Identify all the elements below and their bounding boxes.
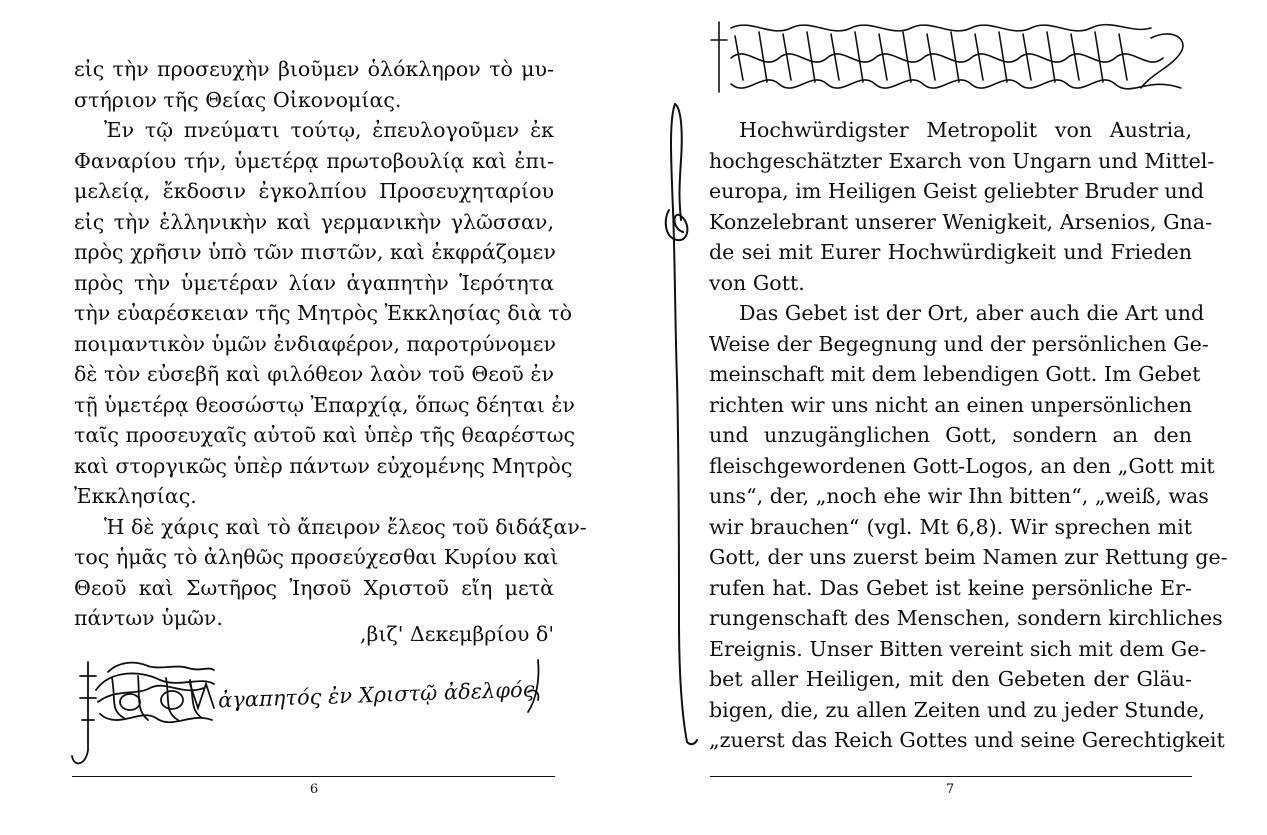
text-line: ποιμαντικὸν ὑμῶν ἐνδιαφέρον, παροτρύνομεν bbox=[74, 331, 556, 356]
signature-text: ἀγαπητός ἐν Χριστῷ ἀδελφός bbox=[217, 677, 535, 713]
paragraph bbox=[709, 115, 1215, 298]
text-line: de sei mit Eurer Hochwürdigkeit und Frieden bbox=[709, 240, 1192, 264]
text-line: „zuerst das Reich Gottes und seine Gerechtigkeit bbox=[709, 728, 1225, 752]
text-line: wir brauchen“ (vgl. Mt 6,8). Wir sprechen mit bbox=[709, 514, 1192, 539]
text-line: bet aller Heiligen, mit den Gebeten der Gläu- bbox=[709, 667, 1192, 691]
page-number: 6 bbox=[309, 782, 319, 797]
text-line: στήριον τῆς Θείας Οἰκονομίας. bbox=[74, 87, 402, 112]
text-line: bigen, die, zu allen Zeiten und zu jeder Stunde, bbox=[709, 697, 1206, 722]
text-line: εἰς τὴν ἑλληνικὴν καὶ γερμανικὴν γλῶσσαν, bbox=[74, 209, 554, 234]
text-line: Ἡ δὲ χάρις καὶ τὸ ἄπειρον ἔλεος τοῦ διδάξαν- bbox=[104, 514, 587, 539]
text-line: Φαναρίου τήν, ὑμετέρᾳ πρωτοβουλίᾳ καὶ ἐπι- bbox=[74, 148, 554, 173]
paragraph bbox=[709, 298, 1228, 756]
text-line: Gott, der uns zuerst beim Namen zur Rettung ge- bbox=[709, 545, 1228, 569]
text-line: πάντων ὑμῶν. bbox=[74, 606, 223, 630]
date-line: ,βιζ' Δεκεμβρίου δ' bbox=[360, 622, 554, 646]
text-line: ταῖς προσευχαῖς αὐτοῦ καὶ ὑπὲρ τῆς θεαρέστως bbox=[74, 423, 576, 447]
text-line: Ἐκκλησίας. bbox=[74, 484, 197, 508]
text-line: Das Gebet ist der Ort, aber auch die Art und bbox=[739, 301, 1205, 325]
text-line: fleischgewordenen Gott-Logos, an den „Gott mit bbox=[709, 453, 1215, 478]
margin-flourish bbox=[661, 100, 701, 750]
text-line: Ereignis. Unser Bitten vereint sich mit dem Ge- bbox=[709, 636, 1207, 661]
text-line: εἰς τὴν προσευχὴν βιοῦμεν ὁλόκληρον τὸ μυ- bbox=[74, 57, 554, 81]
text-line: Konzelebrant unserer Wenigkeit, Arsenios, Gna- bbox=[709, 209, 1213, 234]
paragraph bbox=[74, 115, 576, 512]
text-line: καὶ στοργικῶς ὑπὲρ πάντων εὐχομένης Μητρὸς bbox=[74, 453, 573, 478]
text-line: von Gott. bbox=[709, 270, 805, 295]
paragraph bbox=[74, 54, 554, 115]
text-line: Θεοῦ καὶ Σωτῆρος Ἰησοῦ Χριστοῦ εἴη μετὰ bbox=[74, 575, 554, 600]
text-line: uns“, der, „noch ehe wir Ihn bitten“, „weiß, was bbox=[709, 484, 1209, 508]
text-line: τὴν εὐαρέσκειαν τῆς Μητρὸς Ἐκκλησίας διὰ τὸ bbox=[74, 301, 573, 325]
text-line: europa, im Heiligen Geist geliebter Bruder und bbox=[709, 179, 1205, 203]
left-page bbox=[0, 0, 633, 835]
text-line: Ἐν τῷ πνεύματι τούτῳ, ἐπευλογοῦμεν ἐκ bbox=[104, 118, 554, 142]
ornamental-header bbox=[711, 18, 1191, 98]
text-line: hochgeschätzter Exarch von Ungarn und Mittel- bbox=[709, 148, 1215, 173]
text-line: Hochwürdigster Metropolit von Austria, bbox=[739, 118, 1192, 142]
text-line: πρὸς χρῆσιν ὑπὸ τῶν πιστῶν, καὶ ἐκφράζομεν bbox=[74, 240, 556, 264]
text-line: und unzugänglichen Gott, sondern an den bbox=[709, 423, 1192, 447]
text-line: τῇ ὑμετέρᾳ θεοσώστῳ Ἐπαρχίᾳ, ὅπως δέηται ἐν bbox=[74, 392, 575, 417]
footer-rule bbox=[710, 776, 1192, 777]
text-line: τος ἡμᾶς τὸ ἀληθῶς προσεύχεσθαι Κυρίου καὶ bbox=[74, 545, 559, 569]
text-line: δὲ τὸν εὐσεβῆ καὶ φιλόθεον λαὸν τοῦ Θεοῦ ἐν bbox=[74, 362, 554, 386]
text-line: richten wir uns nicht an einen unpersönlichen bbox=[709, 392, 1192, 417]
right-page bbox=[633, 0, 1267, 835]
text-line: Weise der Begegnung und der persönlichen Ge- bbox=[709, 331, 1209, 356]
text-line: rungenschaft des Menschen, sondern kirchliches bbox=[709, 606, 1223, 630]
page-number: 7 bbox=[945, 782, 955, 797]
text-line: rufen hat. Das Gebet ist keine persönliche Er- bbox=[709, 575, 1192, 600]
text-line: meinschaft mit dem lebendigen Gott. Im Gebet bbox=[709, 362, 1201, 386]
text-line: πρὸς τὴν ὑμετέραν λίαν ἀγαπητὴν Ἱερότητα bbox=[74, 270, 554, 295]
greek-letter-text bbox=[74, 54, 587, 634]
text-line: μελείᾳ, ἔκδοσιν ἐγκολπίου Προσευχηταρίου bbox=[74, 179, 554, 203]
paragraph bbox=[74, 512, 587, 634]
footer-rule bbox=[72, 776, 555, 777]
german-letter-text bbox=[709, 115, 1228, 756]
